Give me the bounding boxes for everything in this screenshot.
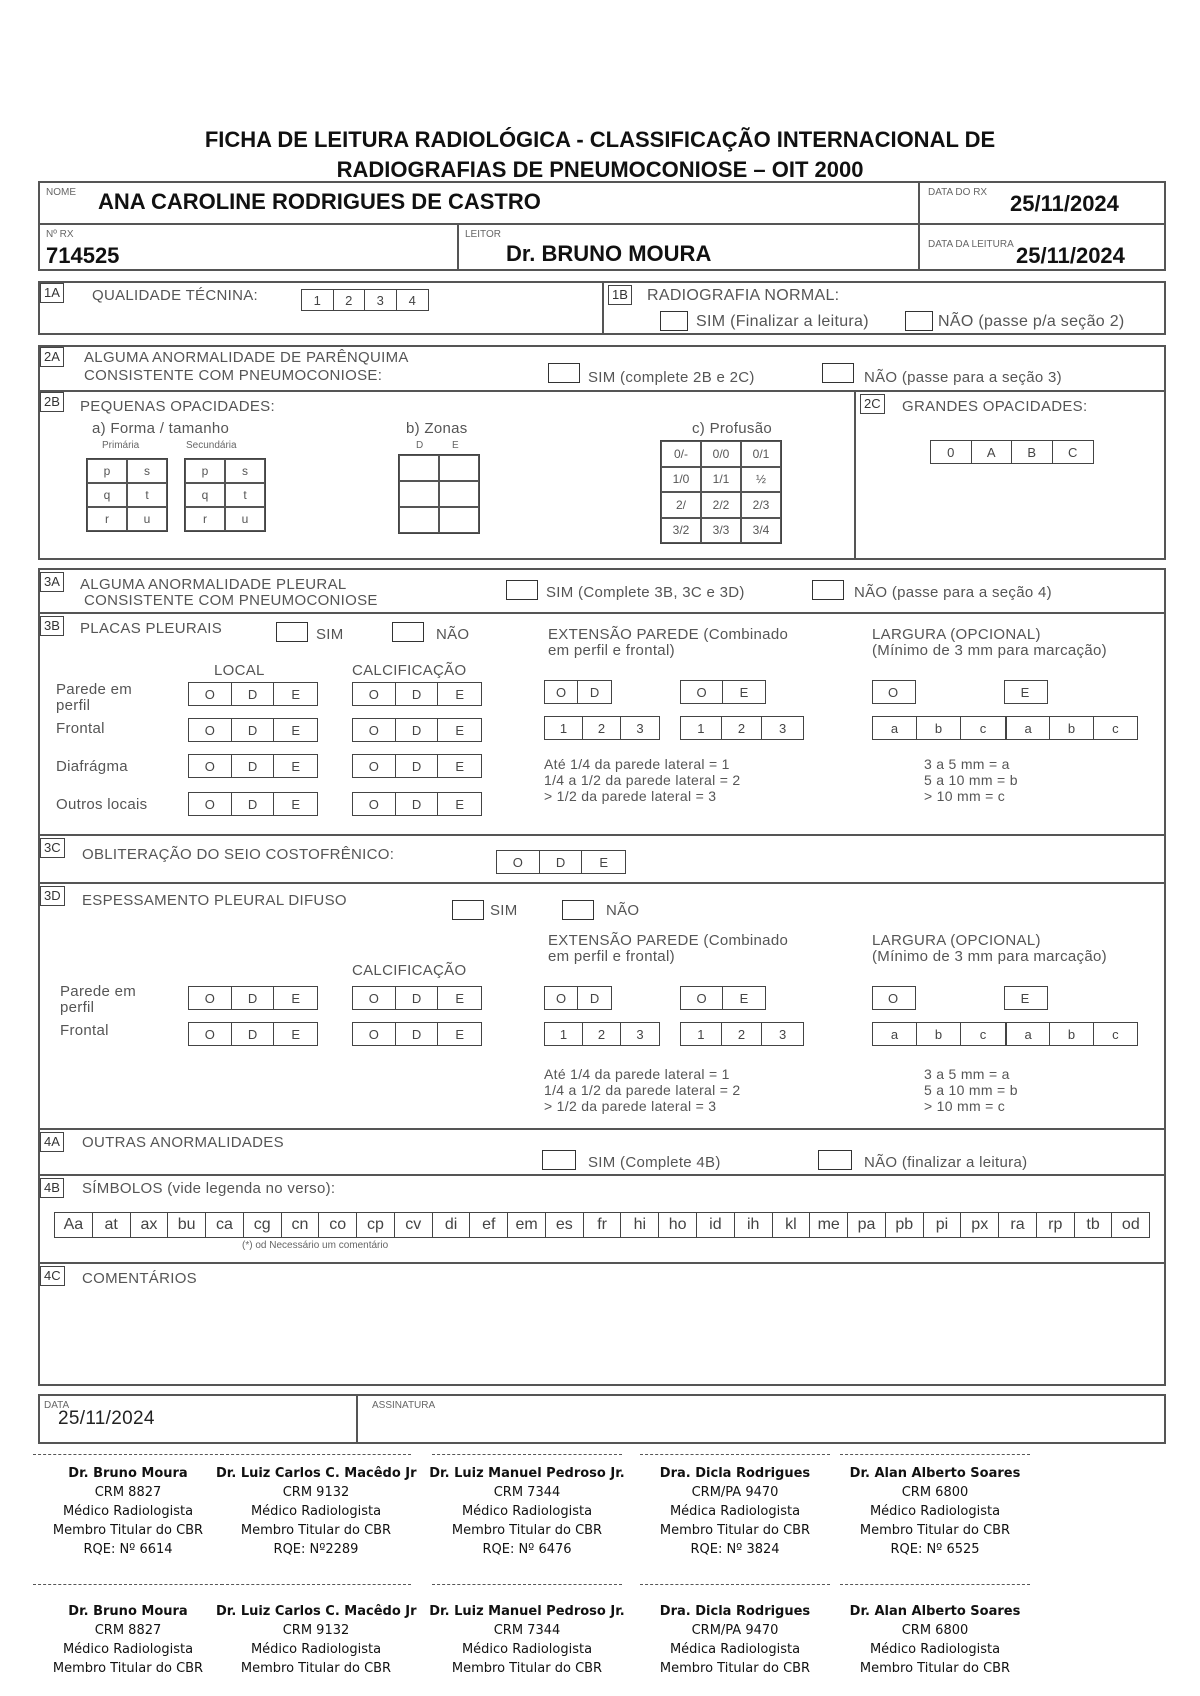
local-label: LOCAL bbox=[214, 662, 265, 679]
section-1 bbox=[38, 281, 1166, 335]
prof-cell[interactable]: 1/0 bbox=[661, 467, 701, 493]
doctor-role: Médica Radiologista bbox=[669, 1504, 801, 1519]
doctor-name: Dr. Luiz Carlos C. Macêdo Jr bbox=[216, 1466, 417, 1481]
legend-larg-3-3d: > 10 mm = c bbox=[924, 1098, 1006, 1114]
doctor-signature bbox=[28, 1602, 228, 1678]
leitor-name: Dr. BRUNO MOURA bbox=[506, 241, 712, 266]
symbol-es[interactable]: es bbox=[546, 1213, 584, 1237]
largura-line1: LARGURA (OPCIONAL) bbox=[872, 626, 1041, 643]
forma-t[interactable]: t bbox=[127, 483, 167, 507]
signature-line bbox=[221, 1454, 411, 1455]
calcificacao-label: CALCIFICAÇÃO bbox=[352, 662, 467, 679]
doctor-signature bbox=[835, 1602, 1035, 1678]
footer-row bbox=[38, 1394, 1166, 1444]
signature-line bbox=[221, 1584, 411, 1585]
doctor-member: Membro Titular do CBR bbox=[659, 1523, 811, 1538]
signature-line bbox=[432, 1584, 622, 1585]
prof-cell[interactable]: 0/- bbox=[661, 441, 701, 467]
doctor-member: Membro Titular do CBR bbox=[52, 1661, 204, 1676]
ext-frontal-e-3d[interactable]: 1 2 3 bbox=[680, 1022, 804, 1046]
zona-d-label: D bbox=[416, 440, 424, 451]
grandes-0[interactable]: 0 bbox=[931, 441, 972, 463]
doctor-rqe: RQE: Nº 6614 bbox=[83, 1542, 173, 1557]
symbol-ax[interactable]: ax bbox=[131, 1213, 169, 1237]
forma2-r[interactable]: r bbox=[185, 507, 225, 531]
legend-ext-1: Até 1/4 da parede lateral = 1 bbox=[544, 756, 730, 772]
forma-p[interactable]: p bbox=[87, 459, 127, 483]
qualidade-label: QUALIDADE TÉCNINA: bbox=[92, 287, 258, 304]
legend-larg-1: 3 a 5 mm = a bbox=[924, 756, 1010, 772]
profusao-grid[interactable] bbox=[660, 440, 782, 544]
symbol-em[interactable]: em bbox=[508, 1213, 546, 1237]
forma-s[interactable]: s bbox=[127, 459, 167, 483]
signature-line bbox=[432, 1454, 622, 1455]
calc-ode-row-3d-0[interactable]: O D E bbox=[352, 986, 482, 1010]
prof-cell[interactable]: 3/2 bbox=[661, 518, 701, 544]
symbol-ih[interactable]: ih bbox=[735, 1213, 773, 1237]
symbol-bu[interactable]: bu bbox=[168, 1213, 206, 1237]
tag-2c: 2C bbox=[860, 394, 885, 414]
doctor-signature bbox=[216, 1602, 416, 1678]
normal-sim-label: SIM (Finalizar a leitura) bbox=[696, 313, 869, 330]
doctor-rqe: RQE: Nº2289 bbox=[273, 1542, 359, 1557]
tag-3a: 3A bbox=[40, 572, 64, 592]
prof-cell[interactable]: 2/2 bbox=[701, 492, 741, 518]
doctor-crm: CRM 6800 bbox=[901, 1485, 969, 1500]
ext-frontal-d[interactable]: 1 2 3 bbox=[544, 716, 660, 740]
ext-perfil-od[interactable]: O D bbox=[544, 680, 612, 704]
outras-sim-checkbox[interactable] bbox=[542, 1150, 576, 1170]
section-3d bbox=[38, 882, 1166, 1130]
grandes-c[interactable]: C bbox=[1068, 444, 1078, 460]
qualidade-4[interactable]: 4 bbox=[408, 292, 416, 308]
symbol-rp[interactable]: rp bbox=[1037, 1213, 1075, 1237]
largura-line1-3d: LARGURA (OPCIONAL) bbox=[872, 932, 1041, 949]
profusao-label: c) Profusão bbox=[692, 420, 772, 437]
larg-o[interactable]: O bbox=[872, 680, 916, 704]
symbol-id[interactable]: id bbox=[697, 1213, 735, 1237]
calc-ode-row-2[interactable]: O D E bbox=[352, 754, 482, 778]
local-ode-row-3d-0[interactable]: O D E bbox=[188, 986, 318, 1010]
espessamento-sim-checkbox[interactable] bbox=[452, 900, 484, 920]
doctor-member: Membro Titular do CBR bbox=[659, 1661, 811, 1676]
larg-d-abc-3d[interactable]: a b c bbox=[872, 1022, 1006, 1046]
row-parede-perfil: Parede em perfil bbox=[56, 681, 133, 714]
grandes-options[interactable] bbox=[930, 440, 1094, 464]
doctor-role: Médico Radiologista bbox=[461, 1504, 593, 1519]
forma-primaria-grid[interactable] bbox=[86, 458, 168, 532]
simbolos-label: SÍMBOLOS (vide legenda no verso): bbox=[82, 1180, 336, 1197]
obliteracao-d[interactable]: D bbox=[540, 851, 583, 873]
extensao-line2: em perfil e frontal) bbox=[548, 642, 675, 659]
outras-nao-checkbox[interactable] bbox=[818, 1150, 852, 1170]
placas-sim-label: SIM bbox=[316, 626, 344, 643]
nrx-label: Nº RX bbox=[46, 229, 74, 240]
espessamento-nao-label: NÃO bbox=[606, 902, 640, 919]
prof-cell[interactable]: 0/1 bbox=[741, 441, 781, 467]
prof-cell[interactable]: 1/1 bbox=[701, 467, 741, 493]
legend-larg-2: 5 a 10 mm = b bbox=[924, 772, 1018, 788]
doctor-name: Dr. Luiz Manuel Pedroso Jr. bbox=[429, 1604, 625, 1619]
data-label: DATA bbox=[44, 1400, 70, 1411]
tag-3c: 3C bbox=[40, 838, 65, 858]
doctor-role: Médico Radiologista bbox=[869, 1504, 1001, 1519]
placas-label: PLACAS PLEURAIS bbox=[80, 620, 223, 637]
doctor-signature bbox=[427, 1602, 627, 1678]
larg-d-abc[interactable]: a b c bbox=[872, 716, 1006, 740]
symbol-Aa[interactable]: Aa bbox=[55, 1213, 93, 1237]
doctor-role: Médica Radiologista bbox=[669, 1642, 801, 1657]
doctor-crm: CRM 7344 bbox=[493, 1485, 561, 1500]
footer-date: 25/11/2024 bbox=[58, 1408, 155, 1429]
zona-e-label: E bbox=[452, 440, 459, 451]
doctor-name: Dra. Dicla Rodrigues bbox=[659, 1604, 811, 1619]
symbols-row bbox=[54, 1212, 1150, 1238]
placas-nao-checkbox[interactable] bbox=[392, 622, 424, 642]
grandes-b[interactable]: B bbox=[1012, 441, 1053, 463]
doctor-role: Médico Radiologista bbox=[250, 1642, 382, 1657]
data-leitura-label: DATA DA LEITURA bbox=[928, 239, 1014, 250]
data-rx-label: DATA DO RX bbox=[928, 187, 988, 198]
forma2-t[interactable]: t bbox=[225, 483, 265, 507]
doctor-role: Médico Radiologista bbox=[62, 1504, 194, 1519]
larg-e-abc-3d[interactable]: a b c bbox=[1006, 1022, 1138, 1046]
largura-line2-3d: (Mínimo de 3 mm para marcação) bbox=[872, 948, 1107, 965]
forma2-s[interactable]: s bbox=[225, 459, 265, 483]
ext-perfil-oe-3d[interactable]: O E bbox=[680, 986, 766, 1010]
signature-line bbox=[640, 1454, 830, 1455]
signature-line bbox=[640, 1584, 830, 1585]
obliteracao-o[interactable]: O bbox=[497, 851, 540, 873]
symbol-cg[interactable]: cg bbox=[244, 1213, 282, 1237]
doctor-rqe: RQE: Nº 3824 bbox=[690, 1542, 780, 1557]
doctor-member: Membro Titular do CBR bbox=[451, 1661, 603, 1676]
extensao-line1-3d: EXTENSÃO PAREDE (Combinado bbox=[548, 932, 789, 949]
obliteracao-e[interactable]: E bbox=[599, 854, 608, 870]
doctor-member: Membro Titular do CBR bbox=[859, 1523, 1011, 1538]
data-rx: 25/11/2024 bbox=[1010, 191, 1119, 216]
doctor-crm: CRM 6800 bbox=[901, 1623, 969, 1638]
doctor-signature bbox=[635, 1602, 835, 1678]
doctor-crm: CRM 8827 bbox=[94, 1485, 162, 1500]
doctor-name: Dr. Bruno Moura bbox=[68, 1604, 188, 1619]
zonas-label: b) Zonas bbox=[406, 420, 468, 437]
forma-u[interactable]: u bbox=[127, 507, 167, 531]
normal-label: RADIOGRAFIA NORMAL: bbox=[647, 287, 840, 304]
row-frontal-3d: Frontal bbox=[60, 1022, 109, 1039]
section-3c bbox=[38, 834, 1166, 884]
espessamento-nao-checkbox[interactable] bbox=[562, 900, 594, 920]
tag-4a: 4A bbox=[40, 1132, 64, 1152]
forma2-q[interactable]: q bbox=[185, 483, 225, 507]
symbol-pi[interactable]: pi bbox=[924, 1213, 962, 1237]
prof-cell[interactable]: ½ bbox=[741, 467, 781, 493]
doctor-signature bbox=[427, 1464, 627, 1559]
data-leitura: 25/11/2024 bbox=[1016, 243, 1125, 268]
calc-ode-row-3[interactable]: O D E bbox=[352, 792, 482, 816]
doctor-member: Membro Titular do CBR bbox=[240, 1523, 392, 1538]
doctor-name: Dr. Luiz Manuel Pedroso Jr. bbox=[429, 1466, 625, 1481]
signature-line bbox=[33, 1454, 223, 1455]
doctor-name: Dr. Bruno Moura bbox=[68, 1466, 188, 1481]
parenquima-sim-label: SIM (complete 2B e 2C) bbox=[588, 369, 755, 386]
doctor-signature bbox=[28, 1464, 228, 1559]
prof-cell[interactable]: 2/ bbox=[661, 492, 701, 518]
legend-larg-1-3d: 3 a 5 mm = a bbox=[924, 1066, 1010, 1082]
parenquima-q1: ALGUMA ANORMALIDADE DE PARÊNQUIMA bbox=[84, 349, 409, 366]
qualidade-3[interactable]: 3 bbox=[365, 290, 397, 310]
tag-2a: 2A bbox=[40, 347, 64, 367]
section-4c bbox=[38, 1262, 1166, 1386]
placas-nao-label: NÃO bbox=[436, 626, 470, 643]
calcificacao-label-3d: CALCIFICAÇÃO bbox=[352, 962, 467, 979]
largura-line2: (Mínimo de 3 mm para marcação) bbox=[872, 642, 1107, 659]
signature-line bbox=[840, 1584, 1030, 1585]
local-ode-row-3d-1[interactable]: O D E bbox=[188, 1022, 318, 1046]
doctor-rqe: RQE: Nº 6525 bbox=[890, 1542, 980, 1557]
comentarios-area[interactable] bbox=[82, 1294, 1152, 1378]
symbol-di[interactable]: di bbox=[433, 1213, 471, 1237]
rx-number: 714525 bbox=[46, 243, 120, 268]
header-row-1 bbox=[38, 181, 1166, 225]
qualidade-options[interactable] bbox=[301, 289, 429, 311]
legend-ext-2-3d: 1/4 a 1/2 da parede lateral = 2 bbox=[544, 1082, 741, 1098]
section-3b bbox=[38, 612, 1166, 836]
doctor-role: Médico Radiologista bbox=[461, 1642, 593, 1657]
form-title-line1: FICHA DE LEITURA RADIOLÓGICA - CLASSIFICAÇÃO INTERNACIONAL DE bbox=[204, 127, 996, 152]
prof-cell[interactable]: 0/0 bbox=[701, 441, 741, 467]
section-4a bbox=[38, 1128, 1166, 1176]
doctor-signature bbox=[635, 1464, 835, 1559]
normal-nao-label: NÃO (passe p/a seção 2) bbox=[938, 313, 1125, 330]
doctor-crm: CRM 7344 bbox=[493, 1623, 561, 1638]
larg-e-3d[interactable]: E bbox=[1004, 986, 1048, 1010]
forma-secundaria-grid[interactable] bbox=[184, 458, 266, 532]
pequenas-label: PEQUENAS OPACIDADES: bbox=[80, 398, 275, 415]
doctor-name: Dra. Dicla Rodrigues bbox=[659, 1466, 811, 1481]
placas-sim-checkbox[interactable] bbox=[276, 622, 308, 642]
local-ode-row-3[interactable]: O D E bbox=[188, 792, 318, 816]
signature-line bbox=[840, 1454, 1030, 1455]
obliteracao-options[interactable] bbox=[496, 850, 626, 874]
pleural-q1: ALGUMA ANORMALIDADE PLEURAL bbox=[80, 576, 347, 593]
calc-ode-row-0[interactable]: O D E bbox=[352, 682, 482, 706]
local-ode-row-1[interactable]: O D E bbox=[188, 718, 318, 742]
tag-3d: 3D bbox=[40, 886, 65, 906]
symbol-at[interactable]: at bbox=[93, 1213, 131, 1237]
section-2b bbox=[38, 390, 1166, 560]
larg-e[interactable]: E bbox=[1004, 680, 1048, 704]
symbol-kl[interactable]: kl bbox=[773, 1213, 811, 1237]
espessamento-sim-label: SIM bbox=[490, 902, 518, 919]
symbol-ra[interactable]: ra bbox=[999, 1213, 1037, 1237]
legend-ext-3: > 1/2 da parede lateral = 3 bbox=[544, 788, 717, 804]
forma2-u[interactable]: u bbox=[225, 507, 265, 531]
doctor-crm: CRM/PA 9470 bbox=[691, 1623, 779, 1638]
outras-sim-label: SIM (Complete 4B) bbox=[588, 1154, 721, 1171]
legend-ext-2: 1/4 a 1/2 da parede lateral = 2 bbox=[544, 772, 741, 788]
obliteracao-label: OBLITERAÇÃO DO SEIO COSTOFRÊNICO: bbox=[82, 846, 395, 863]
local-ode-row-0[interactable]: O D E bbox=[188, 682, 318, 706]
doctor-member: Membro Titular do CBR bbox=[451, 1523, 603, 1538]
larg-o-3d[interactable]: O bbox=[872, 986, 916, 1010]
symbol-cv[interactable]: cv bbox=[395, 1213, 433, 1237]
symbol-me[interactable]: me bbox=[810, 1213, 848, 1237]
prof-cell[interactable]: 3/3 bbox=[701, 518, 741, 544]
parenquima-sim-checkbox[interactable] bbox=[548, 363, 580, 383]
doctor-role: Médico Radiologista bbox=[869, 1642, 1001, 1657]
section-2a bbox=[38, 345, 1166, 392]
local-ode-row-2[interactable]: O D E bbox=[188, 754, 318, 778]
zonas-grid[interactable] bbox=[398, 454, 480, 534]
patient-name: ANA CAROLINE RODRIGUES DE CASTRO bbox=[98, 189, 541, 214]
doctor-role: Médico Radiologista bbox=[250, 1504, 382, 1519]
parenquima-nao-checkbox[interactable] bbox=[822, 363, 854, 383]
doctor-crm: CRM 9132 bbox=[282, 1485, 350, 1500]
signature-line bbox=[33, 1584, 223, 1585]
calc-ode-row-3d-1[interactable]: O D E bbox=[352, 1022, 482, 1046]
symbol-ca[interactable]: ca bbox=[206, 1213, 244, 1237]
forma-r[interactable]: r bbox=[87, 507, 127, 531]
pleural-nao-checkbox[interactable] bbox=[812, 580, 844, 600]
legend-larg-2-3d: 5 a 10 mm = b bbox=[924, 1082, 1018, 1098]
symbol-cp[interactable]: cp bbox=[357, 1213, 395, 1237]
leitor-label: LEITOR bbox=[465, 229, 501, 240]
nome-label: NOME bbox=[46, 187, 76, 198]
outras-label: OUTRAS ANORMALIDADES bbox=[82, 1134, 284, 1151]
doctor-rqe: RQE: Nº 6476 bbox=[482, 1542, 572, 1557]
extensao-line2-3d: em perfil e frontal) bbox=[548, 948, 675, 965]
symbol-hi[interactable]: hi bbox=[621, 1213, 659, 1237]
tag-2b: 2B bbox=[40, 392, 64, 412]
qualidade-1[interactable]: 1 bbox=[302, 290, 334, 310]
forma-label: a) Forma / tamanho bbox=[92, 420, 230, 437]
prof-cell[interactable]: 3/4 bbox=[741, 518, 781, 544]
section-4b bbox=[38, 1174, 1166, 1264]
doctor-name: Dr. Alan Alberto Soares bbox=[849, 1604, 1021, 1619]
doctor-crm: CRM/PA 9470 bbox=[691, 1485, 779, 1500]
parenquima-nao-label: NÃO (passe para a seção 3) bbox=[864, 369, 1062, 386]
legend-larg-3: > 10 mm = c bbox=[924, 788, 1006, 804]
doctor-signature bbox=[835, 1464, 1035, 1559]
normal-sim-checkbox[interactable] bbox=[660, 311, 688, 331]
tag-4b: 4B bbox=[40, 1178, 64, 1198]
tag-1a: 1A bbox=[40, 283, 64, 303]
symbols-note: (*) od Necessário um comentário bbox=[242, 1240, 389, 1251]
primaria-label: Primária bbox=[102, 440, 140, 451]
ext-perfil-od-3d[interactable]: O D bbox=[544, 986, 612, 1010]
symbol-pb[interactable]: pb bbox=[886, 1213, 924, 1237]
doctor-crm: CRM 8827 bbox=[94, 1623, 162, 1638]
legend-ext-3-3d: > 1/2 da parede lateral = 3 bbox=[544, 1098, 717, 1114]
doctor-signature bbox=[216, 1464, 416, 1559]
pleural-sim-label: SIM (Complete 3B, 3C e 3D) bbox=[546, 584, 745, 601]
secundaria-label: Secundária bbox=[186, 440, 237, 451]
symbol-cn[interactable]: cn bbox=[282, 1213, 320, 1237]
ext-frontal-d-3d[interactable]: 1 2 3 bbox=[544, 1022, 660, 1046]
larg-e-abc[interactable]: a b c bbox=[1006, 716, 1138, 740]
normal-nao-checkbox[interactable] bbox=[905, 311, 933, 331]
ext-frontal-e[interactable]: 1 2 3 bbox=[680, 716, 804, 740]
legend-ext-1-3d: Até 1/4 da parede lateral = 1 bbox=[544, 1066, 730, 1082]
row-frontal: Frontal bbox=[56, 720, 105, 737]
symbol-co[interactable]: co bbox=[319, 1213, 357, 1237]
doctor-name: Dr. Alan Alberto Soares bbox=[849, 1466, 1021, 1481]
doctor-role: Médico Radiologista bbox=[62, 1642, 194, 1657]
symbol-ho[interactable]: ho bbox=[659, 1213, 697, 1237]
espessamento-label: ESPESSAMENTO PLEURAL DIFUSO bbox=[82, 892, 347, 909]
prof-cell[interactable]: 2/3 bbox=[741, 492, 781, 518]
qualidade-2[interactable]: 2 bbox=[334, 290, 366, 310]
calc-ode-row-1[interactable]: O D E bbox=[352, 718, 482, 742]
symbol-px[interactable]: px bbox=[961, 1213, 999, 1237]
symbol-fr[interactable]: fr bbox=[584, 1213, 622, 1237]
form-title-line2: RADIOGRAFIAS DE PNEUMOCONIOSE – OIT 2000 bbox=[336, 157, 864, 182]
doctor-name: Dr. Luiz Carlos C. Macêdo Jr bbox=[216, 1604, 417, 1619]
symbol-pa[interactable]: pa bbox=[848, 1213, 886, 1237]
row-outros: Outros locais bbox=[56, 796, 148, 813]
symbol-od[interactable]: od bbox=[1121, 1216, 1140, 1233]
comentarios-label: COMENTÁRIOS bbox=[82, 1270, 197, 1287]
pleural-nao-label: NÃO (passe para a seção 4) bbox=[854, 584, 1052, 601]
pleural-q2: CONSISTENTE COM PNEUMOCONIOSE bbox=[84, 592, 378, 609]
header-row-2 bbox=[38, 223, 1166, 271]
tag-3b: 3B bbox=[40, 616, 64, 636]
outras-nao-label: NÃO (finalizar a leitura) bbox=[864, 1154, 1028, 1171]
symbol-tb[interactable]: tb bbox=[1075, 1213, 1113, 1237]
section-3a bbox=[38, 568, 1166, 614]
row-diafragma: Diafrágma bbox=[56, 758, 128, 775]
row-parede-perfil-3d: Parede em perfil bbox=[60, 983, 137, 1016]
grandes-label: GRANDES OPACIDADES: bbox=[902, 398, 1088, 415]
symbol-ef[interactable]: ef bbox=[470, 1213, 508, 1237]
pleural-sim-checkbox[interactable] bbox=[506, 580, 538, 600]
parenquima-q2: CONSISTENTE COM PNEUMOCONIOSE: bbox=[84, 367, 383, 384]
doctor-member: Membro Titular do CBR bbox=[52, 1523, 204, 1538]
forma2-p[interactable]: p bbox=[185, 459, 225, 483]
doctor-member: Membro Titular do CBR bbox=[859, 1661, 1011, 1676]
assinatura-label: ASSINATURA bbox=[372, 1400, 436, 1411]
extensao-line1: EXTENSÃO PAREDE (Combinado bbox=[548, 626, 789, 643]
tag-1b: 1B bbox=[608, 285, 632, 305]
ext-perfil-oe[interactable]: O E bbox=[680, 680, 766, 704]
doctor-crm: CRM 9132 bbox=[282, 1623, 350, 1638]
tag-4c: 4C bbox=[40, 1266, 65, 1286]
doctor-member: Membro Titular do CBR bbox=[240, 1661, 392, 1676]
grandes-a[interactable]: A bbox=[972, 441, 1013, 463]
forma-q[interactable]: q bbox=[87, 483, 127, 507]
